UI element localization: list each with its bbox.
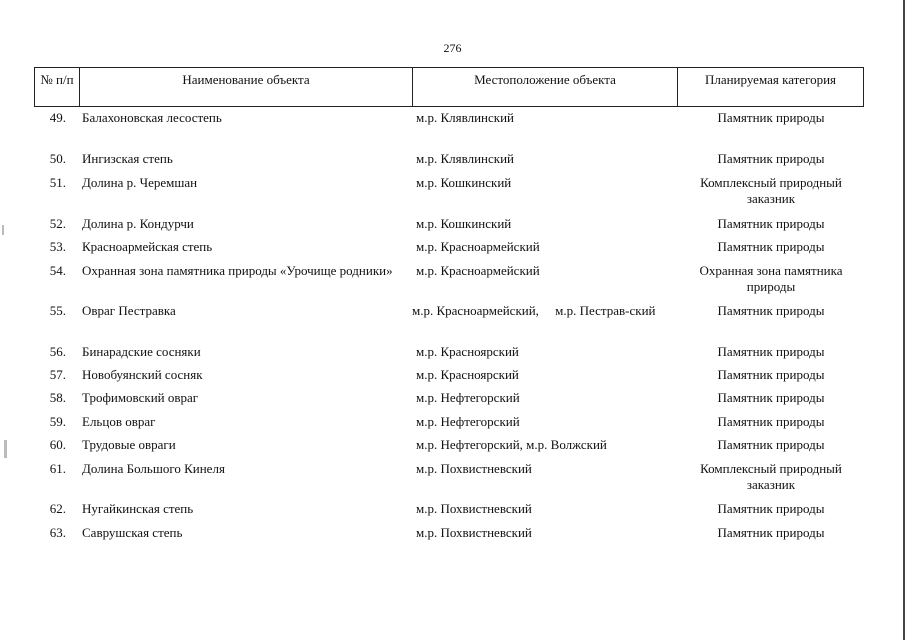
scan-speck [2,225,4,235]
object-category: Памятник природы [717,437,825,452]
object-category: Памятник природы [717,367,825,382]
row-number: 62. [49,501,66,516]
object-location: м.р. Красноармейский [416,239,540,254]
row-number: 50. [49,151,66,166]
object-category: Памятник природы [717,110,825,125]
row-number: 59. [49,414,66,429]
object-category: Памятник природы [717,525,825,540]
object-location: м.р. Нефтегорский, м.р. Волжский [416,437,607,452]
object-location: м.р. Красноярский [416,344,519,359]
object-location: м.р. Красноармейский, м.р. Пестрав-ский [412,303,656,318]
object-location: м.р. Похвистневский [416,501,532,516]
object-name: Долина р. Черемшан [82,175,198,190]
object-location: м.р. Клявлинский [416,110,514,125]
row-number: 53. [49,239,66,254]
header-location: Местоположение объекта [412,68,677,106]
header-name: Наименование объекта [79,68,412,106]
row-number: 52. [49,216,66,231]
object-name: Трофимовский овраг [82,390,199,405]
object-category: Памятник природы [717,303,825,318]
object-location: м.р. Похвистневский [416,525,532,540]
object-location: м.р. Клявлинский [416,151,514,166]
object-name: Охранная зона памятника природы «Урочище родники» [82,263,393,278]
object-category: Памятник природы [717,501,825,516]
row-number: 61. [49,461,66,476]
row-number: 56. [49,344,66,359]
object-name: Саврушская степь [82,525,183,540]
row-number: 60. [49,437,66,452]
object-name: Овраг Пестравка [82,303,176,318]
object-location: м.р. Красноармейский [416,263,540,278]
row-number: 63. [49,525,66,540]
object-category: Памятник природы [717,216,825,231]
row-number: 55. [49,303,66,318]
header-category: Планируемая категория [677,68,863,106]
object-name: Ингизская степь [82,151,173,166]
object-category: Охранная зона памятника природы [699,263,843,294]
object-name: Нугайкинская степь [82,501,194,516]
object-name: Долина Большого Кинеля [82,461,225,476]
object-category: Памятник природы [717,151,825,166]
row-number: 57. [49,367,66,382]
object-location: м.р. Нефтегорский [416,390,520,405]
page-number: 276 [443,41,462,55]
object-name: Балахоновская лесостепь [82,110,222,125]
table-header [34,67,864,107]
object-location: м.р. Красноярский [416,367,519,382]
object-category: Памятник природы [717,239,825,254]
row-number: 49. [49,110,66,125]
row-number: 51. [49,175,66,190]
object-name: Долина р. Кондурчи [82,216,194,231]
object-name: Красноармейская степь [82,239,213,254]
object-category: Комплексный природный заказник [700,461,842,492]
row-number: 54. [49,263,66,278]
object-category: Памятник природы [717,344,825,359]
object-location: м.р. Кошкинский [416,175,512,190]
object-location: м.р. Нефтегорский [416,414,520,429]
object-category: Памятник природы [717,414,825,429]
header-num: № п/п [40,72,74,87]
object-location: м.р. Похвистневский [416,461,532,476]
object-name: Новобуянский сосняк [82,367,203,382]
object-name: Бинарадские сосняки [82,344,201,359]
object-location: м.р. Кошкинский [416,216,512,231]
scan-speck [4,440,7,458]
object-category: Комплексный природный заказник [700,175,842,206]
object-name: Трудовые овраги [82,437,176,452]
object-name: Ельцов овраг [82,414,156,429]
object-category: Памятник природы [717,390,825,405]
row-number: 58. [49,390,66,405]
